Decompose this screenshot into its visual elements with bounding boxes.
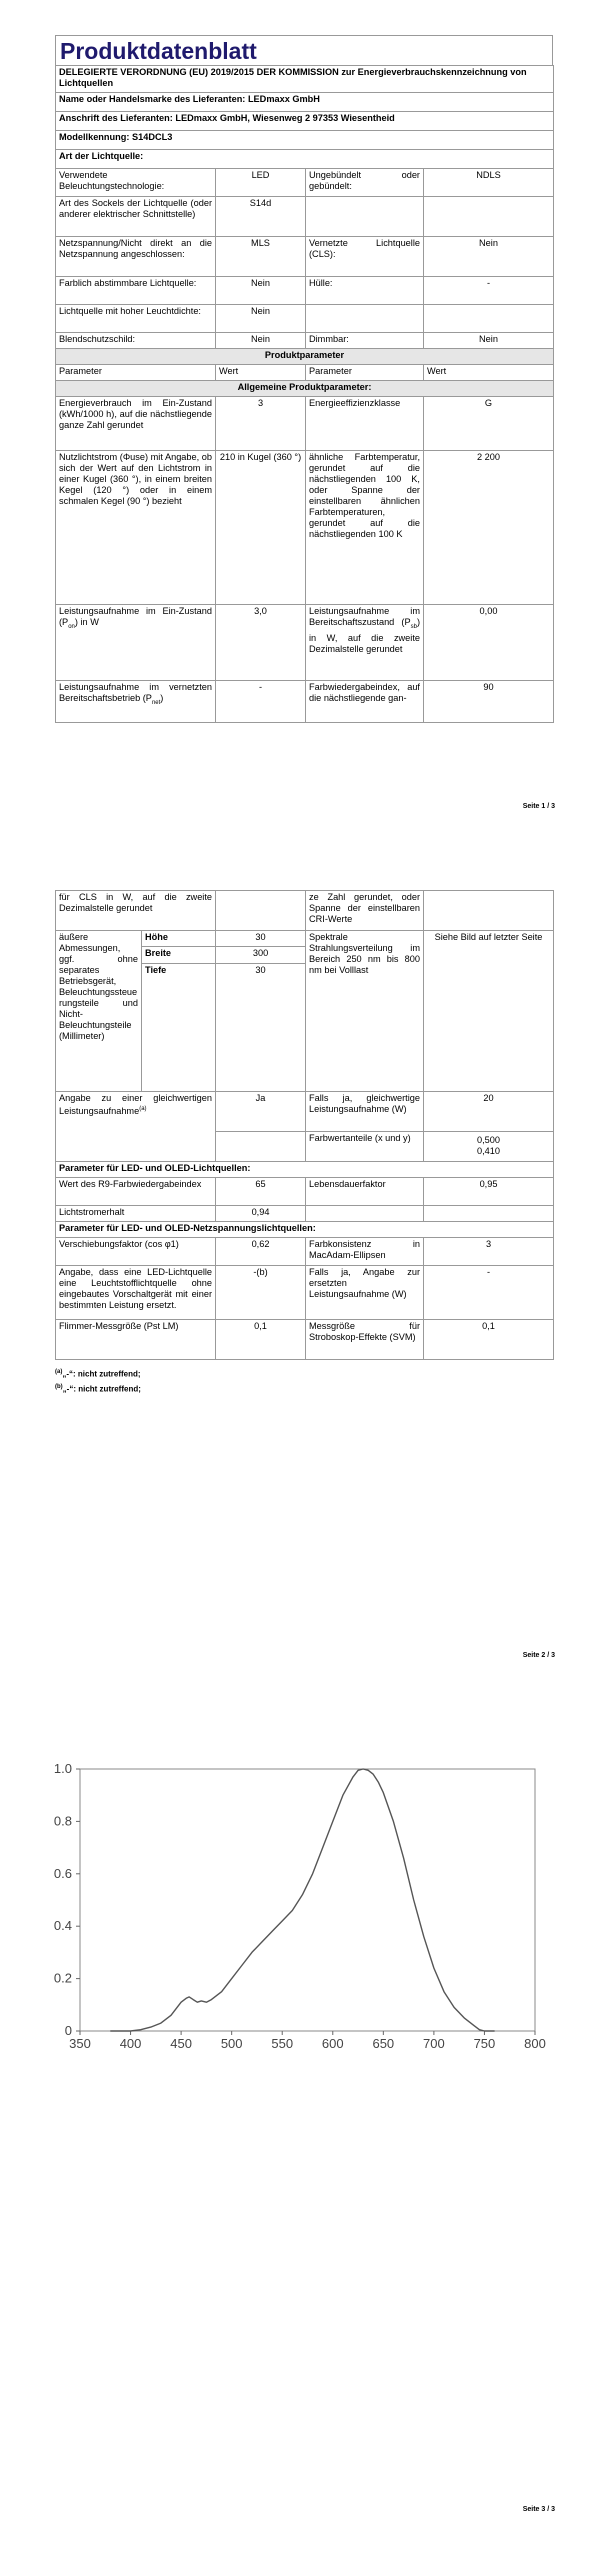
cell-value: S14d [216,197,306,237]
table-row [56,305,554,333]
cell-label: ze Zahl gerundet, oder Spanne der einstellbaren CRI-Werte [306,891,424,931]
cell-label [306,1206,424,1222]
footnote-a: $^{(a)}$„-“: nicht zutreffend; [55,1369,141,1379]
cell-value: NDLS [424,169,554,197]
led-params-header: Parameter für LED- und OLED-Lichtquellen: [56,1162,554,1178]
cell-value: MLS [216,237,306,277]
supplier-name-label: Name oder Handelsmarke des Lieferanten: [59,94,246,104]
cell-value [424,891,554,931]
dim-name: Tiefe [142,963,216,1091]
x-tick-label: 600 [321,2036,344,2051]
replacement-label: Angabe, dass eine LED-Lichtquelle eine Leuchtstofflichtquelle ohne eingebautes Vorschaltgerät mit einer bestimmten Leistung ersetzt. [56,1266,216,1320]
page-3 [0,1675,603,2560]
y-tick-label: 1.0 [53,1761,72,1776]
cell-value: 2 200 [424,451,554,605]
cell-value: Nein [216,333,306,349]
flicker-value: 0,1 [216,1320,306,1360]
table-row [56,681,554,723]
cell-label [306,197,424,237]
table-row [56,1320,554,1360]
cell-value: LED [216,169,306,197]
survival-value: 0,95 [424,1178,554,1206]
cell-value: 3,0 [216,605,306,681]
page-number: Seite 1 / 3 [522,803,555,810]
cell-value: G [424,397,554,451]
cell-value: Nein [424,333,554,349]
table-row [56,1206,554,1222]
supplier-name-row [56,93,554,112]
svm-value: 0,1 [424,1320,554,1360]
mains-params-header: Parameter für LED- und OLED-Netzspannungslichtquellen: [56,1222,554,1238]
table-row [56,891,554,931]
footnote-b: $^{(b)}$„-“: nicht zutreffend; [55,1383,141,1394]
general-params-header: Allgemeine Produktparameter: [56,381,554,397]
cell-label: Farblich abstimmbare Lichtquelle: [56,277,216,305]
x-tick-label: 650 [372,2036,395,2051]
cell-label: Leistungsaufnahme im Bereitschaftszustand $(P_{sb})$ in W, auf die zweite Dezimalstelle gerundet [306,605,424,681]
x-tick-label: 550 [271,2036,294,2051]
spectral-label: Spektrale Strahlungsverteilung im Bereich 250 nm bis 800 nm bei Volllast [306,931,424,1092]
cell-label: Energieverbrauch im Ein-Zustand (kWh/1000 h), auf die nächstliegende ganze Zahl gerundet [56,397,216,451]
table-row [56,277,554,305]
chromaticity-label: Farbwertanteile (x und y) [306,1132,424,1162]
cell-value [216,1132,306,1162]
table-row [56,451,554,605]
cell-value: 90 [424,681,554,723]
cell-value: - [424,277,554,305]
x-tick-label: 450 [170,2036,192,2051]
cell-label: Nutzlichtstrom (Φuse) mit Angabe, ob sich der Wert auf den Lichtstrom in einer Kugel (360 °), in einem breiten Kegel (120 °) oder in einem schmalen Kegel (90 °) bezieht [56,451,216,605]
color-consistency-value: 3 [424,1238,554,1266]
table-row [56,1238,554,1266]
cell-value [216,891,306,931]
table-row [56,1092,554,1132]
column-header-row [56,365,554,381]
x-tick-label: 500 [220,2036,243,2051]
supplier-address: LEDmaxx GmbH, Wiesenweg 2 97353 Wiesentheid [175,113,395,123]
supplier-address-row [56,112,554,131]
cell-value [424,1206,554,1222]
cell-label: Energieeffizienzklasse [306,397,424,451]
table-row [56,1178,554,1206]
displacement-value: 0,62 [216,1238,306,1266]
svm-label: Messgröße für Stroboskop-Effekte (SVM) [306,1320,424,1360]
page-number: Seite 2 / 3 [522,1652,555,1659]
model-value: S14DCL3 [132,132,173,142]
equivalent-value: Ja [216,1092,306,1132]
dim-name: Höhe [142,931,216,947]
table-row [56,169,554,197]
dim-value: 300 [216,947,306,963]
chart-ticks [54,1761,546,2051]
light-source-type-label: Art der Lichtquelle: [56,150,554,169]
col-param: Parameter [306,365,424,381]
cell-value: 210 in Kugel (360 °) [216,451,306,605]
replacement-value: -(b) [216,1266,306,1320]
cell-value [424,305,554,333]
cell-label [306,305,424,333]
table-row [56,397,554,451]
table-row [56,1266,554,1320]
table-row [56,237,554,277]
r9-value: 65 [216,1178,306,1206]
cell-label: Ungebündelt oder gebündelt: [306,169,424,197]
table-row [56,605,554,681]
cell-label: für CLS in W, auf die zweite Dezimalstelle gerundet [56,891,216,931]
cell-label: Dimmbar: [306,333,424,349]
supplier-name: LEDmaxx GmbH [247,94,320,104]
displacement-label: Verschiebungsfaktor (cos φ1) [56,1238,216,1266]
chromaticity-x: 0,500 [477,1135,501,1145]
col-param: Parameter [56,365,216,381]
dim-value: 30 [216,963,306,1091]
x-tick-label: 800 [524,2036,546,2051]
equivalent-power-label: Falls ja, gleichwertige Leistungsaufnahme (W) [306,1092,424,1132]
color-consistency-label: Farbkonsistenz in MacAdam-Ellipsen [306,1238,424,1266]
cell-label: Netzspannung/Nicht direkt an die Netzspannung angeschlossen: [56,237,216,277]
page-2 [0,840,603,1675]
cell-label: Blendschutzschild: [56,333,216,349]
cell-value: Nein [216,305,306,333]
cell-value: Nein [216,277,306,305]
y-tick-label: 0.4 [53,1918,72,1934]
chromaticity-value [424,1132,554,1162]
table-row [56,197,554,237]
table-row [56,931,554,947]
cell-value: 0,00 [424,605,554,681]
dim-name: Breite [142,947,216,963]
x-tick-label: 700 [423,2036,445,2051]
chart-axes [80,1769,535,2031]
r9-label: Wert des R9-Farbwiedergabeindex [56,1178,216,1206]
cell-label: Verwendete Beleuchtungstechnologie: [56,169,216,197]
lumen-maintenance-value: 0,94 [216,1206,306,1222]
chart-series [110,1769,494,2031]
spectrum-line [110,1769,494,2031]
regulation-text: DELEGIERTE VERORDNUNG (EU) 2019/2015 DER KOMMISSION zur Energieverbrauchskennzeichnung von Lichtquellen [56,66,554,93]
cell-label: Vernetzte Lichtquelle (CLS): [306,237,424,277]
x-tick-label: 400 [119,2036,142,2051]
y-tick-label: 0.2 [53,1970,72,1986]
y-tick-label: 0 [64,2023,72,2038]
spectral-value: Siehe Bild auf letzter Seite [424,931,554,1092]
y-tick-label: 0.8 [53,1813,72,1829]
product-params-header: Produktparameter [56,349,554,365]
dimensions-label: äußere Abmessungen, ggf. ohne separates Betriebsgerät, Beleuchtungssteuerungsteile und Nicht-Beleuchtungsteile (Millimeter) [56,931,142,1092]
cell-value: 3 [216,397,306,451]
y-tick-label: 0.6 [53,1865,72,1881]
cell-label: Leistungsaufnahme im vernetzten Bereitschaftsbetrieb $(P_{net})$ [56,681,216,723]
table-row [56,333,554,349]
cell-label: Hülle: [306,277,424,305]
equivalent-label: Angabe zu einer gleichwertigen Leistungsaufnahme$^{(a)}$ [56,1092,216,1162]
equivalent-power-value: 20 [424,1092,554,1132]
replacement-power-value: - [424,1266,554,1320]
datasheet-page-2 [55,890,553,1395]
cell-label: Lichtquelle mit hoher Leuchtdichte: [56,305,216,333]
page-title: Produktdatenblatt [55,35,553,65]
datasheet-page-1 [55,35,553,723]
flicker-label: Flimmer-Messgröße (Pst LM) [56,1320,216,1360]
datasheet-table [55,65,554,723]
cell-value: Nein [424,237,554,277]
model-row [56,131,554,150]
model-label: Modellkennung: [59,132,130,142]
supplier-address-label: Anschrift des Lieferanten: [59,113,173,123]
dim-value: 30 [216,931,306,947]
datasheet-table-continued [55,890,554,1360]
cell-label: Farbwiedergabeindex, auf die nächstliegende gan- [306,681,424,723]
chromaticity-y: 0,410 [477,1146,501,1156]
col-value: Wert [216,365,306,381]
page-1 [0,0,603,840]
page-number: Seite 3 / 3 [522,2506,555,2513]
replacement-power-label: Falls ja, Angabe zur ersetzten Leistungsaufnahme (W) [306,1266,424,1320]
spectral-distribution-chart [40,1755,550,2060]
lumen-maintenance-label: Lichtstromerhalt [56,1206,216,1222]
cell-label: ähnliche Farbtemperatur, gerundet auf die nächstliegenden 100 K, oder Spanne der einstellbaren ähnlichen Farbtemperaturen, gerundet auf die nächstliegenden 100 K [306,451,424,605]
cell-label: Leistungsaufnahme im Ein-Zustand $(P_{on})$ in W [56,605,216,681]
survival-label: Lebensdauerfaktor [306,1178,424,1206]
x-tick-label: 750 [473,2036,496,2051]
plot-frame [80,1769,535,2031]
cell-value [424,197,554,237]
x-tick-label: 350 [69,2036,91,2051]
col-value: Wert [424,365,554,381]
cell-value: - [216,681,306,723]
cell-label: Art des Sockels der Lichtquelle (oder anderer elektrischer Schnittstelle) [56,197,216,237]
